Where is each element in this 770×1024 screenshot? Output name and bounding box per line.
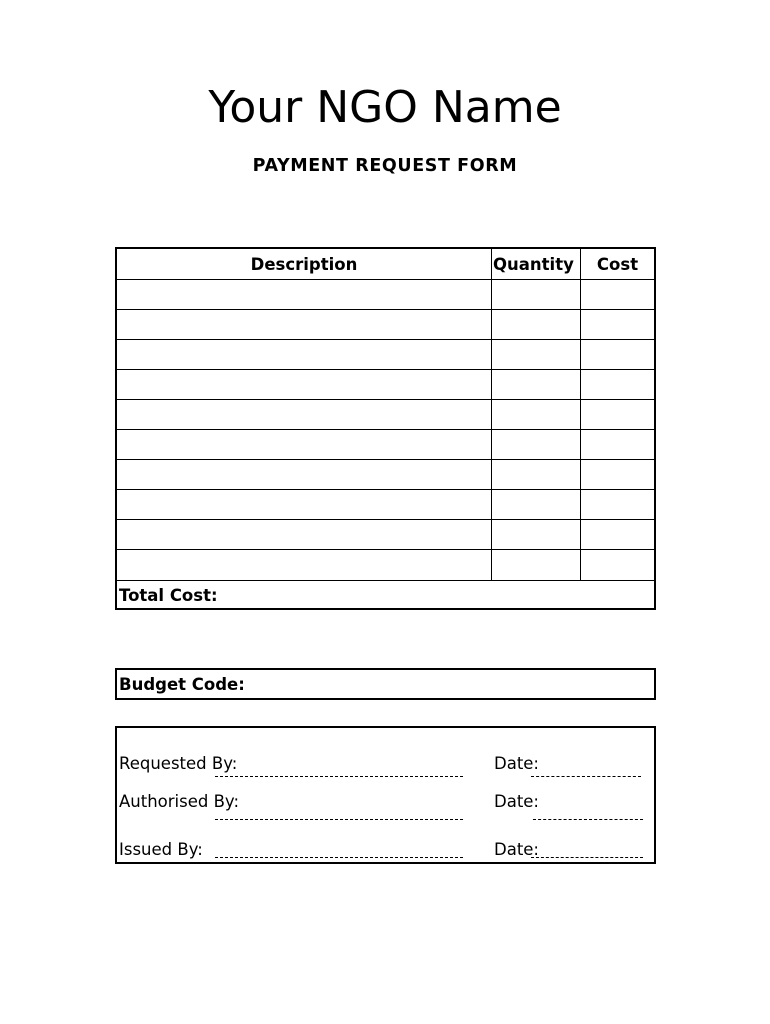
requested-by-field[interactable] [215,776,463,777]
description-cell[interactable] [117,460,492,489]
signature-box [115,726,656,864]
quantity-cell[interactable] [492,370,581,399]
column-header-quantity: Quantity [492,249,581,279]
quantity-cell[interactable] [492,490,581,519]
description-cell[interactable] [117,400,492,429]
description-cell[interactable] [117,430,492,459]
authorised-date-label: Date: [494,792,539,811]
cost-cell[interactable] [581,460,654,489]
description-cell[interactable] [117,310,492,339]
requested-by-label: Requested By: [119,754,238,773]
total-cost-value[interactable] [232,585,642,607]
cost-cell[interactable] [581,340,654,369]
requested-date-label: Date: [494,754,539,773]
budget-code-box [115,668,656,700]
quantity-cell[interactable] [492,460,581,489]
cost-cell[interactable] [581,520,654,549]
table-row [117,520,654,550]
quantity-cell[interactable] [492,520,581,549]
quantity-cell[interactable] [492,400,581,429]
description-cell[interactable] [117,520,492,549]
table-row [117,340,654,370]
table-row [117,550,654,580]
budget-code-label: Budget Code: [119,675,245,694]
org-name-title: Your NGO Name [208,82,562,133]
issued-by-label: Issued By: [119,840,203,859]
cost-cell[interactable] [581,370,654,399]
cost-cell[interactable] [581,400,654,429]
cost-cell[interactable] [581,310,654,339]
issued-date-field[interactable] [531,857,643,858]
quantity-cell[interactable] [492,280,581,309]
requested-date-field[interactable] [531,776,641,777]
table-row [117,400,654,430]
cost-cell[interactable] [581,430,654,459]
table-row [117,280,654,310]
description-cell[interactable] [117,370,492,399]
authorised-by-field[interactable] [215,819,463,820]
budget-code-field[interactable] [262,673,647,697]
description-cell[interactable] [117,550,492,580]
issued-by-field[interactable] [215,857,463,858]
items-table [115,247,656,610]
quantity-cell[interactable] [492,340,581,369]
table-row [117,430,654,460]
column-header-description: Description [117,249,492,279]
table-row [117,490,654,520]
cost-cell[interactable] [581,490,654,519]
table-header-row [117,249,654,280]
authorised-date-field[interactable] [533,819,643,820]
description-cell[interactable] [117,490,492,519]
form-title: PAYMENT REQUEST FORM [252,156,518,176]
quantity-cell[interactable] [492,430,581,459]
description-cell[interactable] [117,340,492,369]
authorised-by-label: Authorised By: [119,792,240,811]
table-row [117,370,654,400]
quantity-cell[interactable] [492,550,581,580]
description-cell[interactable] [117,280,492,309]
total-cost-row [117,580,654,608]
column-header-cost: Cost [596,255,639,274]
quantity-cell[interactable] [492,310,581,339]
cost-cell[interactable] [581,280,654,309]
issued-date-label: Date: [494,840,539,859]
cost-cell[interactable] [581,550,654,580]
total-cost-label: Total Cost: [119,586,218,605]
table-row [117,460,654,490]
table-row [117,310,654,340]
